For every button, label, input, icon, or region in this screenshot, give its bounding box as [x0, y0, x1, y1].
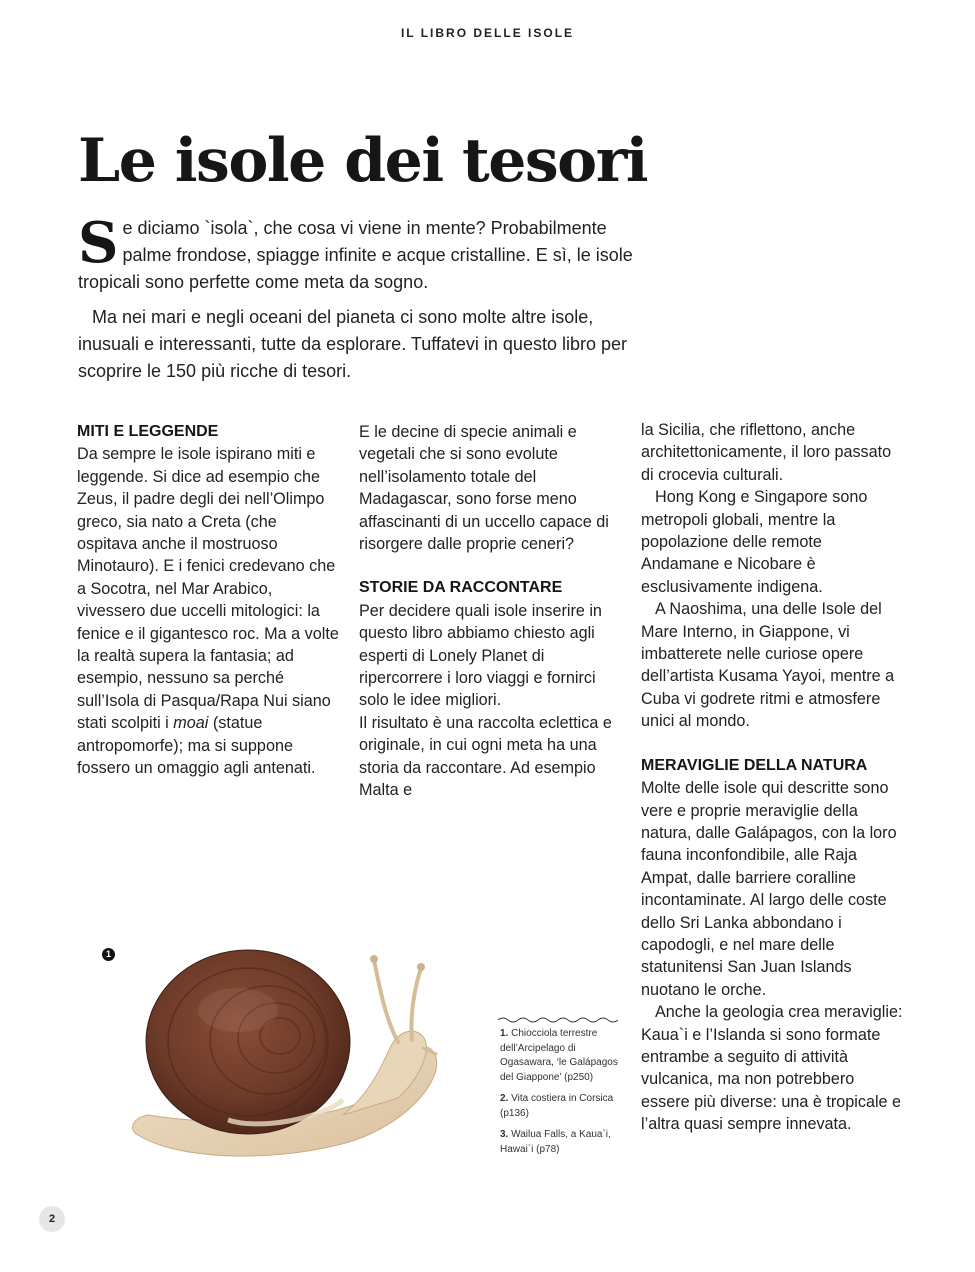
caption-text: Chiocciola terrestre dell’Arcipelago di Ogasawara, ‘le Galápagos del Giappone’ (p250)	[500, 1028, 618, 1083]
running-head: IL LIBRO DELLE ISOLE	[400, 26, 575, 40]
intro-paragraph-1	[78, 210, 648, 296]
col1-paragraph	[77, 443, 339, 779]
column-3	[641, 419, 903, 1136]
col3-paragraph-2: Hong Kong e Singapore sono metropoli globali, mentre la popolazione delle remote Andamane e Nicobare è esclusivamente indigena.	[641, 488, 868, 596]
caption-item	[500, 1092, 620, 1121]
figure-number-badge: 1	[102, 948, 115, 961]
column-2	[359, 421, 621, 802]
caption-item	[500, 1128, 620, 1157]
col3-paragraph-1: la Sicilia, che riflettono, anche architettonicamente, il loro passato di crocevia culturali.	[641, 421, 892, 484]
snail-illustration	[118, 930, 458, 1165]
section-heading-meraviglie: MERAVIGLIE DELLA NATURA	[641, 756, 868, 774]
col1-italic-term: moai	[173, 714, 209, 733]
caption-number: 2.	[500, 1093, 509, 1104]
caption-text: Vita costiera in Corsica (p136)	[500, 1093, 614, 1119]
section-heading-miti: MITI E LEGGENDE	[77, 423, 219, 440]
col3-paragraph-4: Molte delle isole qui descritte sono vere e proprie meraviglie della natura, dalle Galápagos, con la loro fauna inconfondibile, alle Raja Ampat, dalle barriere coralline incontaminate. Al largo delle coste dello Sri Lanka abbondano i capodogli, e nel mare delle statunitensi San Juan Islands nuotano le orche.	[641, 779, 897, 999]
column-1	[77, 421, 339, 780]
page-title: Le isole dei tesori	[78, 126, 648, 196]
col1-text-before: Da sempre le isole ispirano miti e leggende. Si dice ad esempio che Zeus, il padre degli dei nell’Olimpo greco, sia nato a Creta (che ospitava anche il mostruoso Minotauro). E i fenici credevano che a Socotra, nel Mar Arabico, vivessero due uccelli mitologici: la fenice e il gigantesco roc. Ma a volte la realtà supera la fantasia; ad esempio, nessuno sa perché sull’Isola di Pasqua/Rapa Nui siano stati scolpiti i	[77, 445, 339, 733]
caption-item	[500, 1027, 620, 1085]
col2-paragraph-1: E le decine di specie animali e vegetali che si sono evolute nell’isolamento totale del Madagascar, sono forse meno affascinanti di un uccello capace di risorgere dalle proprie ceneri?	[359, 423, 609, 554]
drop-cap: S	[78, 210, 119, 276]
col1-text-after: (statue antropomorfe); ma si suppone fossero un omaggio agli antenati.	[77, 714, 316, 778]
intro-paragraph-1-text: e diciamo `isola`, che cosa vi viene in mente? Probabilmente palme frondose, spiagge infinite e acque cristalline. E sì, le isole tropicali sono perfette come meta da sogno.	[78, 218, 633, 292]
col3-paragraph-5: Anche la geologia crea meraviglie: Kaua`i e l’Islanda si sono formate entrambe a seguito di attività vulcanica, ma non potrebbero essere più diverse: una è tropicale e l’altra quasi sempre innevata.	[641, 1003, 903, 1134]
intro-paragraph-2: Ma nei mari e negli oceani del pianeta ci sono molte altre isole, inusuali e interessanti, tutte da esplorare. Tuffatevi in questo libro per scoprire le 150 più ricche di tesori.	[78, 307, 627, 381]
wave-divider-icon	[498, 1016, 618, 1024]
figure-captions	[500, 1027, 620, 1164]
caption-text: Wailua Falls, a Kaua`i, Hawai`i (p78)	[500, 1129, 611, 1155]
section-heading-storie: STORIE DA RACCONTARE	[359, 579, 563, 597]
page-number: 2	[39, 1206, 65, 1232]
col3-paragraph-3: A Naoshima, una delle Isole del Mare Interno, in Giappone, vi imbatterete nelle curiose opere dell’artista Kusama Yayoi, mentre a Cuba vi godrete ritmi e atmosfere unici al mondo.	[641, 600, 895, 731]
caption-number: 1.	[500, 1028, 509, 1039]
intro	[78, 210, 648, 385]
col2-paragraph-2: Per decidere quali isole inserire in questo libro abbiamo chiesto agli esperti di Lonely Planet di ripercorrere i loro viaggi e fornirci solo le idee migliori.	[359, 601, 602, 710]
col2-paragraph-3: Il risultato è una raccolta eclettica e originale, in cui ogni meta ha una storia da raccontare. Ad esempio Malta e	[359, 713, 612, 800]
caption-number: 3.	[500, 1129, 509, 1140]
